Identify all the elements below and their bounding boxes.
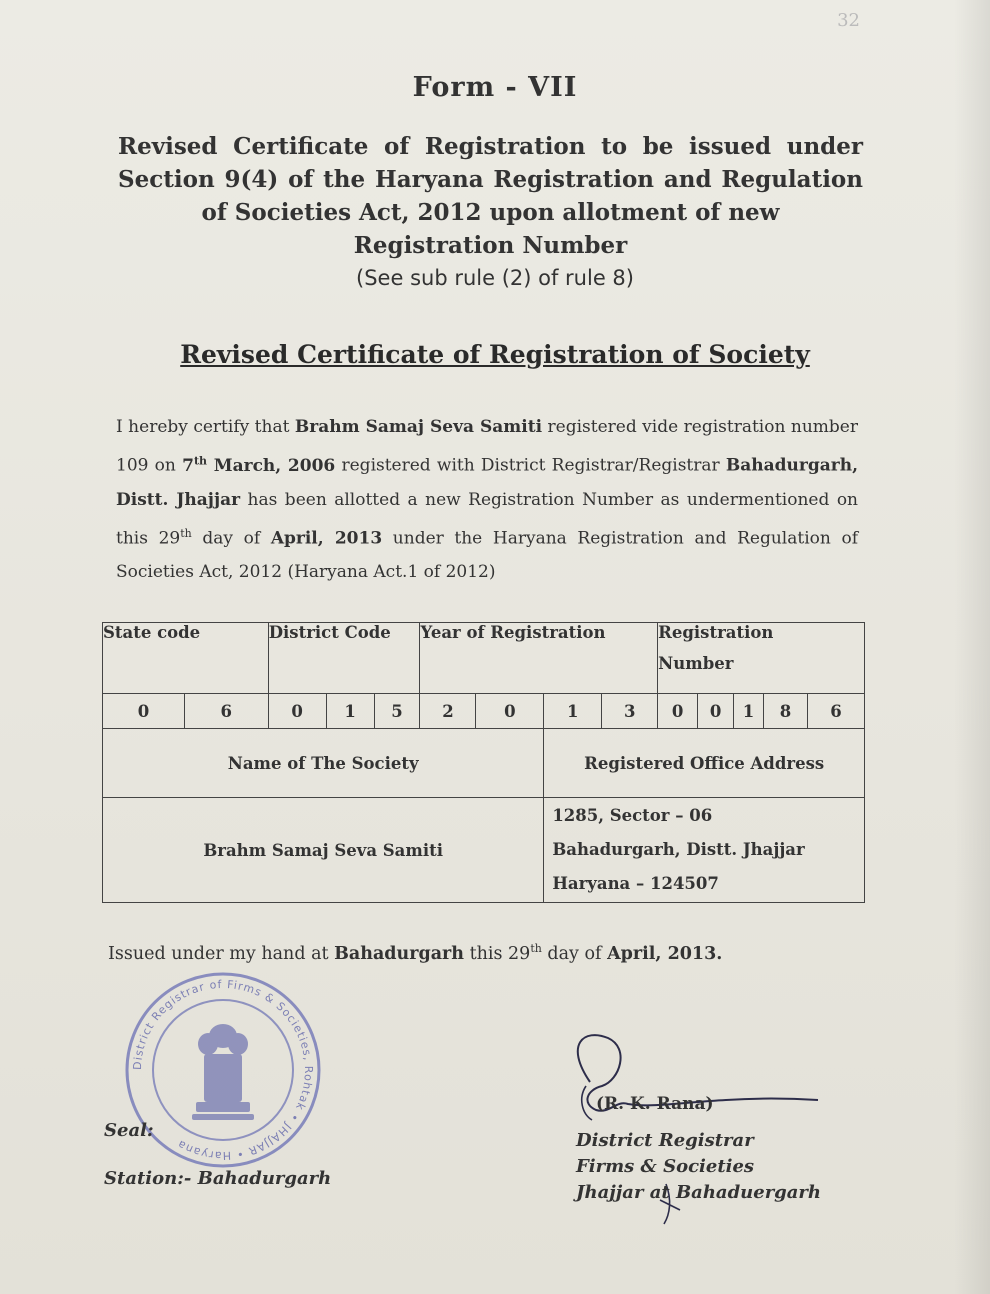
body-text-2: registered vide xyxy=(542,417,684,437)
body-text-6: day of xyxy=(191,528,271,549)
year-digit: 3 xyxy=(602,694,658,729)
sub-rule-reference: (See sub rule (2) of rule 8) xyxy=(356,266,634,290)
year-of-registration-header: Year of Registration xyxy=(420,623,658,694)
issued-date: April, 2013. xyxy=(607,943,723,964)
body-day-1: 7 xyxy=(182,455,194,476)
heading-line-2: Section 9(4) of the Haryana Registration and Regulation xyxy=(118,166,863,193)
body-text-1: I hereby certify that xyxy=(116,417,295,437)
registration-number-header-line-1: Registration xyxy=(658,623,774,642)
district-code-header: District Code xyxy=(268,623,420,694)
signatory-name: (R. K. Rana) xyxy=(596,1094,714,1114)
issued-text-1: Issued under my hand at xyxy=(108,943,335,964)
society-name-value: Brahm Samaj Seva Samiti xyxy=(103,798,544,903)
corner-page-mark: 32 xyxy=(837,10,860,31)
reg-digit: 0 xyxy=(698,694,734,729)
issued-statement xyxy=(108,942,722,964)
body-day-2-suffix: th xyxy=(180,526,192,540)
issued-day-suffix: th xyxy=(530,942,542,955)
state-digit: 6 xyxy=(184,694,268,729)
seal-label: Seal: xyxy=(104,1120,154,1141)
signatory-title-1: District Registrar xyxy=(576,1130,754,1151)
seal-ring-text: District Registrar of Firms & Societies, Rohtak • JHAJJAR • Haryana xyxy=(130,977,316,1163)
issued-place: Bahadurgarh xyxy=(334,943,465,964)
name-address-row xyxy=(103,798,865,903)
heading-line-3: of Societies Act, 2012 upon allotment of new xyxy=(201,199,780,226)
body-text-7: under the Haryana Registration and Regulation of Societies Act, 2012 (Haryana Act.1 of 2012) xyxy=(116,528,858,583)
issued-day: 29 xyxy=(508,943,531,964)
certification-paragraph xyxy=(116,410,858,589)
body-text-4: registered with District Registrar/Registrar xyxy=(335,455,726,476)
signatory-title-2: Firms & Societies xyxy=(576,1156,755,1177)
emblem-icon xyxy=(192,1024,254,1120)
body-text-5: has been allotted a new Registration Number as undermentioned on this xyxy=(116,489,859,549)
heading-line-4: Registration Number xyxy=(353,232,628,259)
issued-text-2: this xyxy=(464,943,509,964)
registration-number-header-line-2: Number xyxy=(658,654,734,673)
district-digit: 5 xyxy=(374,694,420,729)
body-date-1: March, 2006 xyxy=(207,455,336,476)
issued-text-3: day of xyxy=(541,943,608,964)
form-heading xyxy=(118,130,863,262)
reg-digit: 1 xyxy=(734,694,764,729)
certificate-title: Revised Certificate of Registration of Society xyxy=(180,340,810,369)
body-day-2: 29 xyxy=(158,528,181,549)
year-digit: 1 xyxy=(544,694,602,729)
signatory-designation xyxy=(576,1128,821,1206)
body-society-name: Brahm Samaj Seva Samiti xyxy=(294,417,543,437)
reg-digit: 0 xyxy=(658,694,698,729)
page-fold-shadow xyxy=(954,0,990,1294)
registration-number-header xyxy=(658,623,865,694)
office-address-header: Registered Office Address xyxy=(544,729,865,798)
state-code-header: State code xyxy=(103,623,269,694)
signatory-title-3: Jhajjar at Bahaduergarh xyxy=(576,1182,822,1203)
heading-line-1: Revised Certificate of Registration to be issued under xyxy=(118,133,863,160)
registration-table xyxy=(102,622,865,903)
reg-digit: 6 xyxy=(807,694,864,729)
body-text-3: number 109 on xyxy=(116,417,858,476)
address-line-1: 1285, Sector – 06 xyxy=(552,806,713,825)
address-line-3: Haryana – 124507 xyxy=(552,874,719,893)
society-name-header: Name of The Society xyxy=(103,729,544,798)
body-day-1-suffix: th xyxy=(193,454,208,467)
form-number: Form - VII xyxy=(412,72,578,103)
body-place: Bahadurgarh, Distt. Jhajjar xyxy=(116,455,858,510)
district-digit: 1 xyxy=(326,694,374,729)
body-date-2: April, 2013 xyxy=(270,528,383,549)
code-digits-row xyxy=(103,694,865,729)
table-header-row xyxy=(103,623,865,694)
name-address-header-row xyxy=(103,729,865,798)
station-label: Station:- Bahadurgarh xyxy=(104,1168,332,1189)
reg-digit: 8 xyxy=(764,694,808,729)
state-digit: 0 xyxy=(103,694,185,729)
office-address-value xyxy=(544,798,865,903)
year-digit: 0 xyxy=(476,694,544,729)
district-digit: 0 xyxy=(268,694,326,729)
address-line-2: Bahadurgarh, Distt. Jhajjar xyxy=(552,840,805,859)
body-text-reg: registration xyxy=(683,417,786,437)
year-digit: 2 xyxy=(420,694,476,729)
